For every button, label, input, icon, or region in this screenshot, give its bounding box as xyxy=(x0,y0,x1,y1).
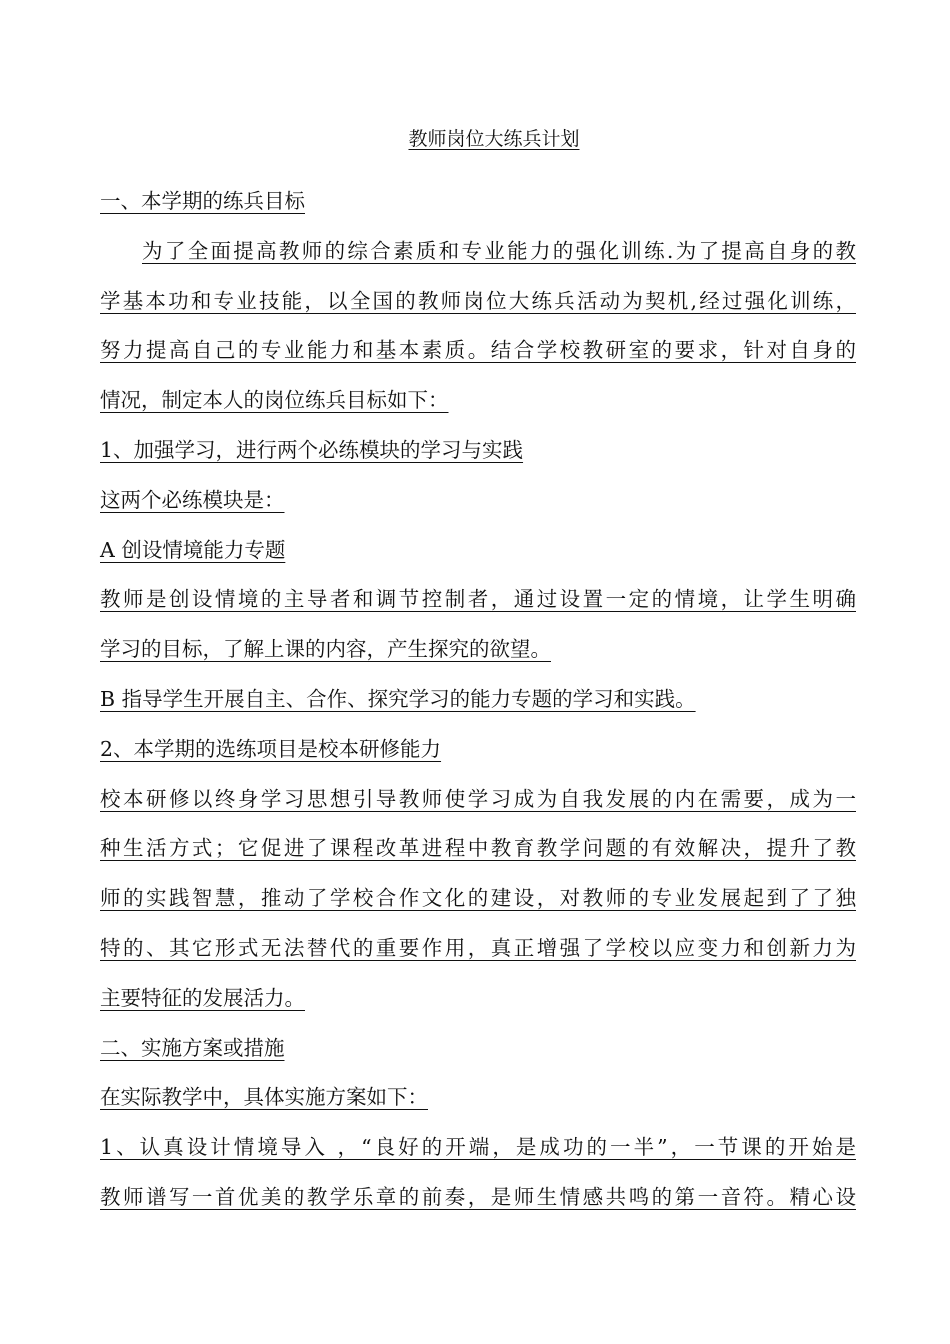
paragraph-line: 教师谱写一首优美的教学乐章的前奏，是师生情感共鸣的第一音符。精心设 xyxy=(100,1184,856,1209)
paragraph-line: 在实际教学中，具体实施方案如下： xyxy=(100,1085,428,1110)
paragraph-line: 为了全面提高教师的综合素质和专业能力的强化训练.为了提高自身的教 xyxy=(142,238,856,263)
list-item-heading: 1、认真设计情境导入 ，“良好的开端，是成功的一半”，一节课的开始是 xyxy=(100,1135,856,1160)
topic-heading-a: A 创设情境能力专题 xyxy=(100,537,286,562)
paragraph-line: 种生活方式；它促进了课程改革进程中教育教学问题的有效解决，提升了教 xyxy=(100,836,856,861)
paragraph-line: 努力提高自己的专业能力和基本素质。结合学校教研室的要求，针对自身的 xyxy=(100,338,856,363)
document-title xyxy=(0,123,950,155)
paragraph-line: 校本研修以终身学习思想引导教师使学习成为自我发展的内在需要，成为一 xyxy=(100,786,856,811)
paragraph-line: 学基本功和专业技能，以全国的教师岗位大练兵活动为契机,经过强化训练， xyxy=(100,288,856,313)
paragraph-line: 学习的目标，了解上课的内容，产生探究的欲望。 xyxy=(100,637,551,662)
paragraph-line: 教师是创设情境的主导者和调节控制者，通过设置一定的情境，让学生明确 xyxy=(100,587,856,612)
paragraph-line: 情况，制定本人的岗位练兵目标如下： xyxy=(100,388,449,413)
paragraph-line: 主要特征的发展活力。 xyxy=(100,985,305,1010)
section-heading-plan: 二、实施方案或措施 xyxy=(100,1035,285,1060)
paragraph-line: 这两个必练模块是： xyxy=(100,487,285,512)
topic-heading-b: B 指导学生开展自主、合作、探究学习的能力专题的学习和实践。 xyxy=(100,686,696,711)
paragraph-line: 特的、其它形式无法替代的重要作用，真正增强了学校以应变力和创新力为 xyxy=(100,935,856,960)
document-body xyxy=(100,182,856,1228)
document-title-text: 教师岗位大练兵计划 xyxy=(408,128,580,150)
list-item-heading: 1、加强学习，进行两个必练模块的学习与实践 xyxy=(100,437,524,462)
list-item-heading: 2、本学期的选练项目是校本研修能力 xyxy=(100,736,442,761)
paragraph-line: 师的实践智慧，推动了学校合作文化的建设，对教师的专业发展起到了了独 xyxy=(100,886,856,911)
section-heading-goals: 一、本学期的练兵目标 xyxy=(100,189,305,213)
